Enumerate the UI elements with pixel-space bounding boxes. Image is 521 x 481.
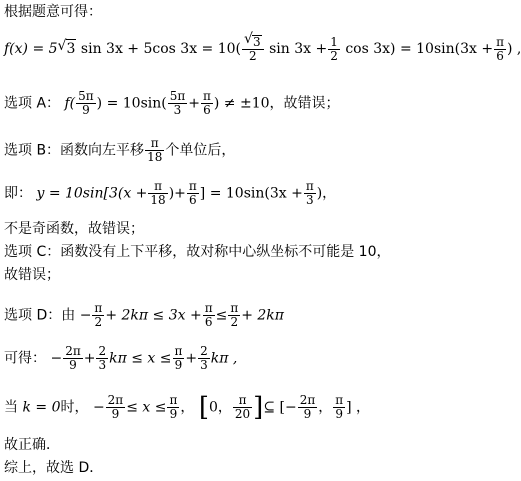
option-b: 选项 B：函数向左平移 $\frac{\pi}{18}$ 个单位后，: [4, 136, 236, 164]
formula-y: 即： y = 10sin[3(x + $\frac{\pi}{18}$ )+ $\frac{\pi}{6}$ ] = 10sin(3x + $\frac{\pi}{3}$ )，: [4, 179, 337, 207]
correct-text: 故正确．: [4, 437, 60, 453]
fraction-1-over-2: $\frac{1}{2}$: [330, 34, 338, 63]
option-c: 选项 C：函数没有上下平移，故对称中心纵坐标不可能是 10，: [4, 244, 391, 260]
not-odd-text: 不是奇函数，故错误；: [4, 221, 144, 237]
sqrt-3: √ 3: [57, 38, 76, 57]
option-d: 选项 D：由 − $\frac{\pi}{2}$ + 2kπ ≤ 3x + $\frac{\pi}{6}$ ≤ $\frac{\pi}{2}$ + 2kπ: [4, 301, 284, 329]
k-zero-case: 当 k = 0时， − $\frac{2\pi}{9}$ ≤ x ≤ $\frac{\pi}{9}$ ， [0， $\frac{\pi}{20}$ ]⊆ [− $\frac{2\pi}{9}$ ， $\frac{\pi}{9}$ ] ，: [4, 392, 371, 423]
intro-text: 根据题意可得：: [4, 4, 102, 20]
formula-fx: f(x) = 5 √ 3 sin 3x + 5cos 3x = 10( √ 3 2 sin 3x + $\frac{1}{2}$ cos 3x) = 10sin(3x + $\frac{\pi}{6}$ ) ,: [4, 31, 521, 63]
option-c-conclusion: 故错误；: [4, 267, 60, 283]
conclusion-text: 综上，故选 D．: [4, 460, 104, 476]
option-a: 选项 A： f( $\frac{5\pi}{9}$ ) = 10sin( $\frac{5\pi}{3}$ + $\frac{\pi}{6}$ ) ≠ ±10，故错误；: [4, 89, 340, 117]
fraction-pi-over-6: $\frac{\pi}{6}$: [496, 34, 504, 63]
derived-range: 可得： − $\frac{2\pi}{9}$ + $\frac{2}{3}$ kπ ≤ x ≤ $\frac{\pi}{9}$ + $\frac{2}{3}$ kπ ,: [4, 344, 238, 372]
fraction-sqrt3-over-2: √ 3 2: [242, 35, 264, 63]
